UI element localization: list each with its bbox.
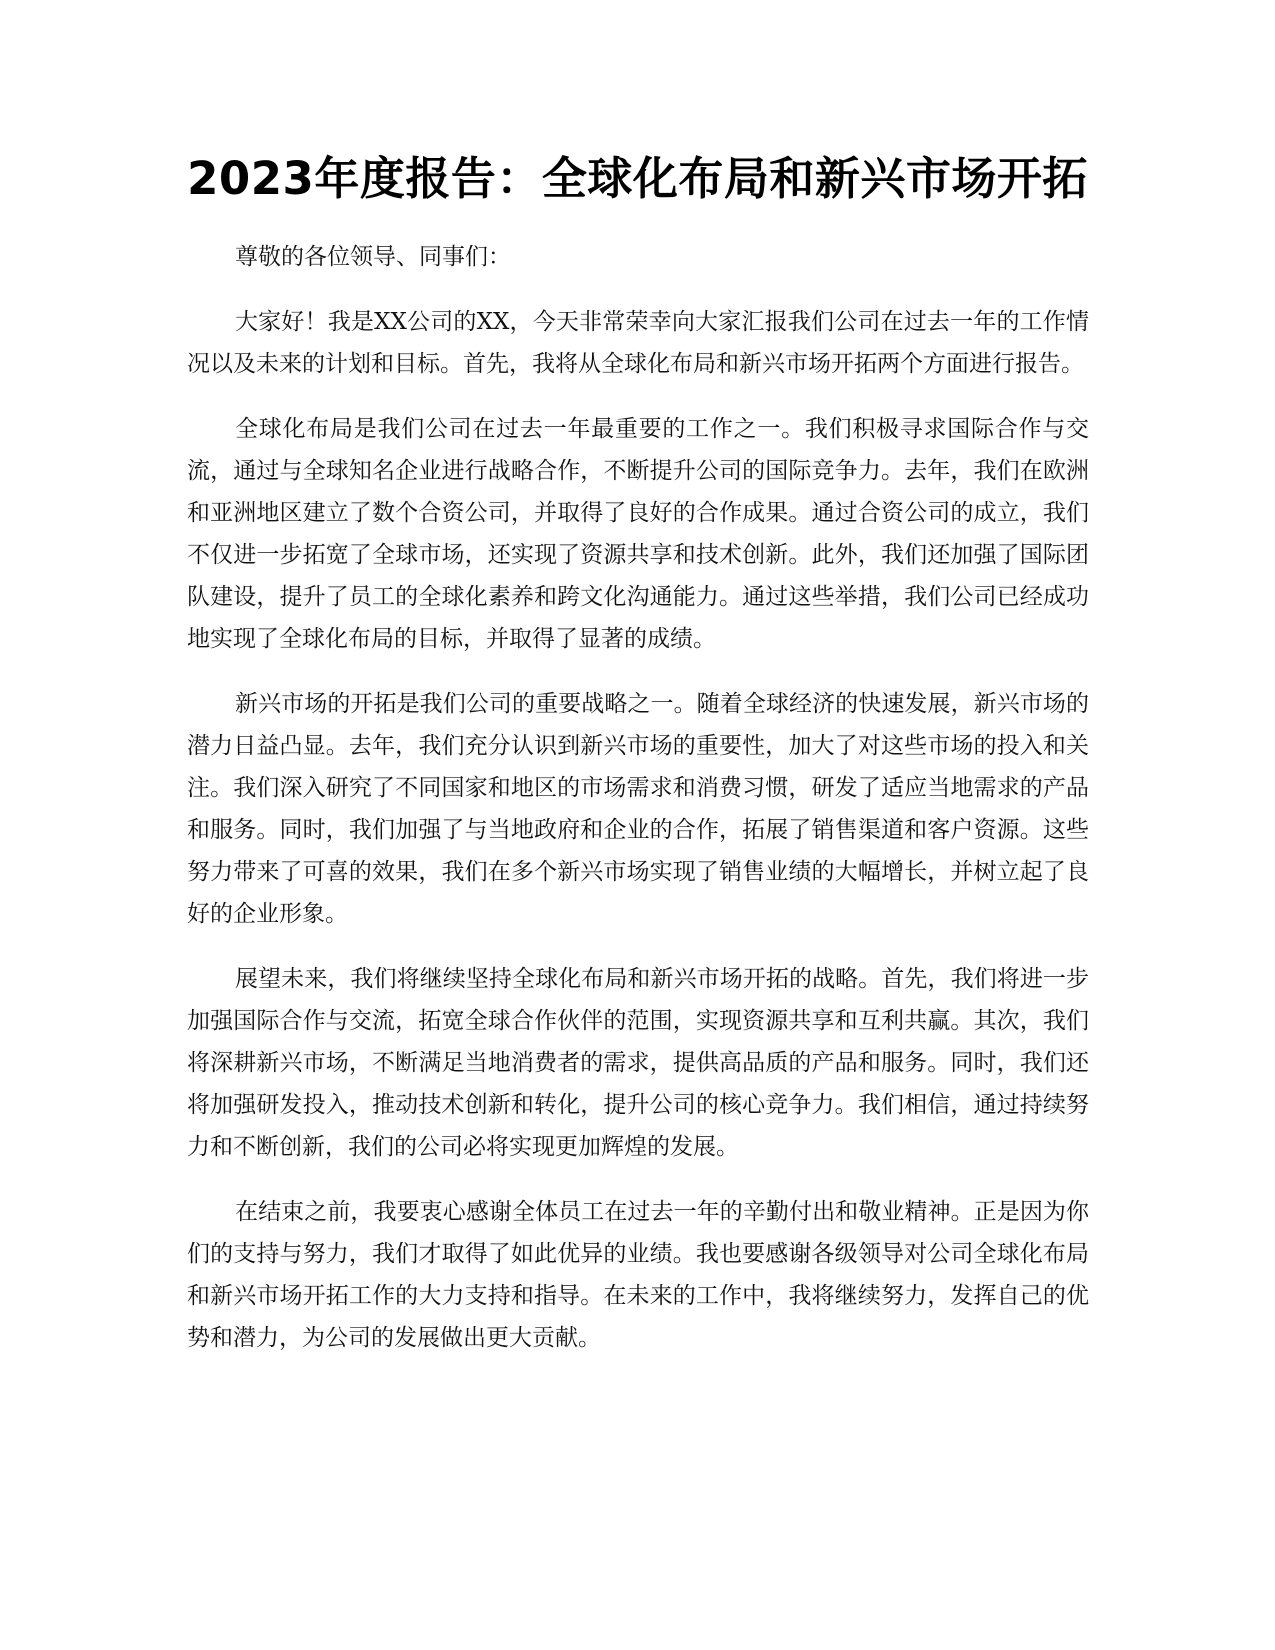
paragraph-intro: 大家好！我是XX公司的XX，今天非常荣幸向大家汇报我们公司在过去一年的工作情况以及未来的计划和目标。首先，我将从全球化布局和新兴市场开拓两个方面进行报告。 [187,309,1089,377]
paragraph-globalization: 全球化布局是我们公司在过去一年最重要的工作之一。我们积极寻求国际合作与交流，通过与全球知名企业进行战略合作，不断提升公司的国际竞争力。去年，我们在欧洲和亚洲地区建立了数个合资公司，并取得了良好的合作成果。通过合资公司的成立，我们不仅进一步拓宽了全球市场，还实现了资源共享和技术创新。此外，我们还加强了国际团队建设，提升了员工的全球化素养和跨文化沟通能力。通过这些举措，我们公司已经成功地实现了全球化布局的目标，并取得了显著的成绩。 [187,416,1089,652]
paragraph-outlook: 展望未来，我们将继续坚持全球化布局和新兴市场开拓的战略。首先，我们将进一步加强国际合作与交流，拓宽全球合作伙伴的范围，实现资源共享和互利共赢。其次，我们将深耕新兴市场，不断满足当地消费者的需求，提供高品质的产品和服务。同时，我们还将加强研发投入，推动技术创新和转化，提升公司的核心竞争力。我们相信，通过持续努力和不断创新，我们的公司必将实现更加辉煌的发展。 [187,966,1089,1160]
document-title: 2023年度报告：全球化布局和新兴市场开拓 [187,152,1088,205]
salutation: 尊敬的各位领导、同事们： [235,244,511,270]
paragraph-closing: 在结束之前，我要衷心感谢全体员工在过去一年的辛勤付出和敬业精神。正是因为你们的支持与努力，我们才取得了如此优异的业绩。我也要感谢各级领导对公司全球化布局和新兴市场开拓工作的大力支持和指导。在未来的工作中，我将继续努力，发挥自己的优势和潜力，为公司的发展做出更大贡献。 [187,1199,1089,1351]
document-body [187,236,1089,1382]
paragraph-emerging-markets: 新兴市场的开拓是我们公司的重要战略之一。随着全球经济的快速发展，新兴市场的潜力日益凸显。去年，我们充分认识到新兴市场的重要性，加大了对这些市场的投入和关注。我们深入研究了不同国家和地区的市场需求和消费习惯，研发了适应当地需求的产品和服务。同时，我们加强了与当地政府和企业的合作，拓展了销售渠道和客户资源。这些努力带来了可喜的效果，我们在多个新兴市场实现了销售业绩的大幅增长，并树立起了良好的企业形象。 [187,691,1089,927]
